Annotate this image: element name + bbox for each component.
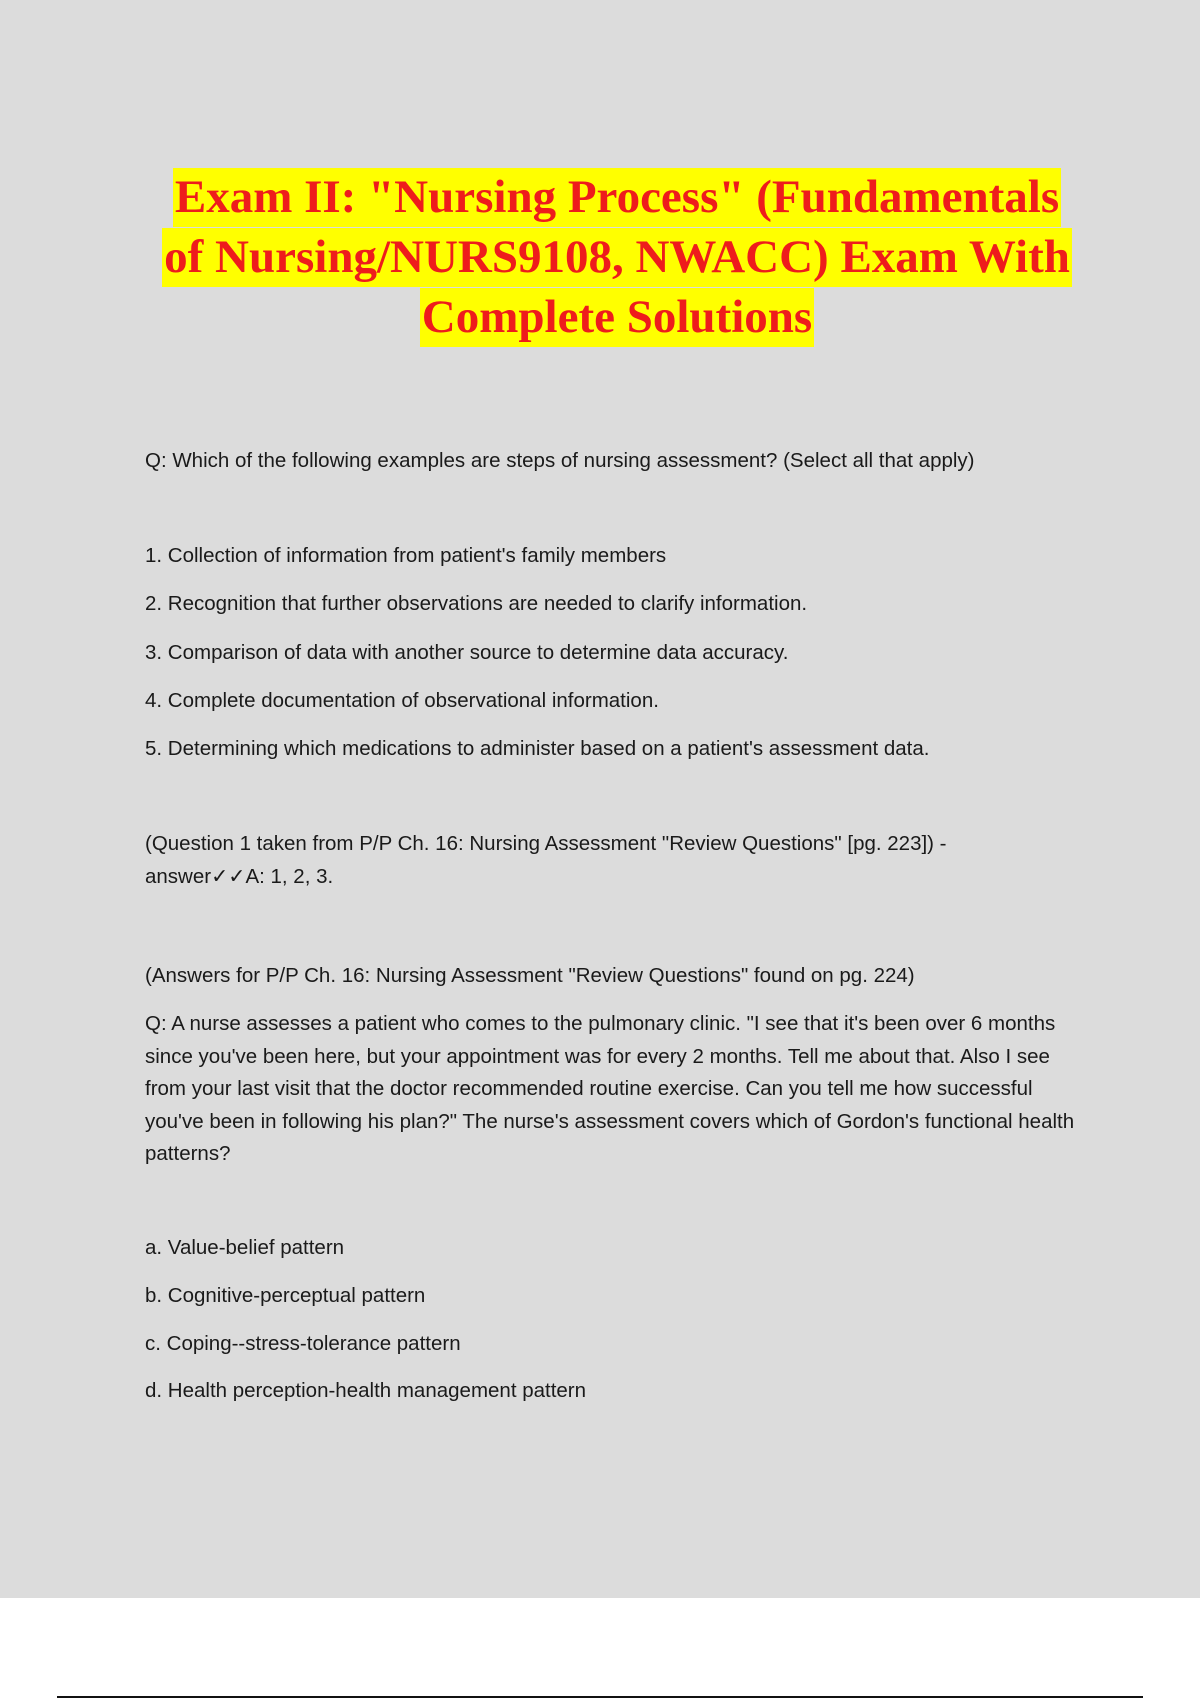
- question-2-option-c: c. Coping--stress-tolerance pattern: [145, 1332, 461, 1355]
- title-line-1: Exam II: "Nursing Process" (Fundamentals: [173, 168, 1061, 227]
- question-2-option-d: d. Health perception-health management pattern: [145, 1379, 587, 1402]
- question-2-text: Q: A nurse assesses a patient who comes to the pulmonary clinic. "I see that it's been over 6 months since you've been here, but your appointment was for every 2 months. Tell me about that. Also I see from your last visit that the doctor recommended routine exercise. Can you tell me how successful you've been in following his plan?" The nurse's assessment covers which of Gordon's functional health patterns?: [145, 1012, 1075, 1165]
- question-2-option-b: b. Cognitive-perceptual pattern: [145, 1284, 426, 1307]
- question-2-option-a: a. Value-belief pattern: [145, 1236, 345, 1259]
- question-1-text: Q: Which of the following examples are steps of nursing assessment? (Select all that apply): [145, 449, 975, 472]
- title-line-3: Complete Solutions: [420, 288, 814, 347]
- title-line-2: of Nursing/NURS9108, NWACC) Exam With: [162, 228, 1072, 287]
- answer-line-2: answer✓✓A: 1, 2, 3.: [145, 864, 334, 888]
- answer-line-1: (Question 1 taken from P/P Ch. 16: Nursing Assessment "Review Questions" [pg. 223]) -: [145, 832, 947, 855]
- question-1-option-1: 1. Collection of information from patient's family members: [145, 544, 667, 567]
- question-1-option-5: 5. Determining which medications to administer based on a patient's assessment data.: [145, 737, 930, 760]
- answers-source-note: (Answers for P/P Ch. 16: Nursing Assessment "Review Questions" found on pg. 224): [145, 964, 915, 987]
- question-1-option-3: 3. Comparison of data with another source to determine data accuracy.: [145, 641, 789, 664]
- question-1-option-2: 2. Recognition that further observations are needed to clarify information.: [145, 592, 808, 615]
- footer-divider: [57, 1696, 1143, 1698]
- question-1-option-4: 4. Complete documentation of observational information.: [145, 689, 659, 712]
- document-title: [120, 168, 1114, 348]
- question-1-answer: [145, 828, 1080, 893]
